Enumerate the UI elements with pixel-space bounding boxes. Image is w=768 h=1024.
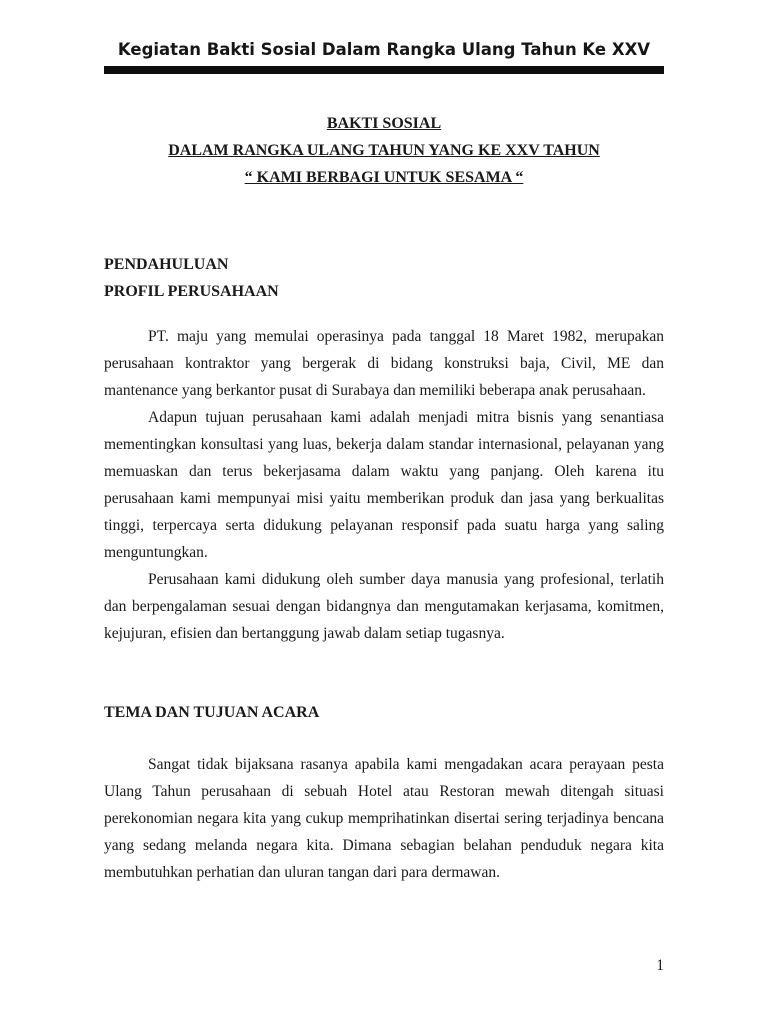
intro-paragraph-2: Adapun tujuan perusahaan kami adalah menjadi mitra bisnis yang senantiasa mementingkan konsultasi yang luas, bekerja dalam standar internasional, pelayanan yang memuaskan dan terus bekerjasama dalam waktu yang panjang. Oleh karena itu perusahaan kami mempunyai misi yaitu memberikan produk dan jasa yang berkualitas tinggi, terpercaya serta didukung pelayanan responsif pada suatu harga yang saling menguntungkan. [104, 409, 664, 561]
header-rule [104, 66, 664, 74]
heading-tema-dan-tujuan-acara: TEMA DAN TUJUAN ACARA [104, 704, 320, 721]
doc-title-line-2: DALAM RANGKA ULANG TAHUN YANG KE XXV TAHUN [168, 142, 600, 159]
tema-paragraph-1: Sangat tidak bijaksana rasanya apabila kami mengadakan acara perayaan pesta Ulang Tahun perusahaan di sebuah Hotel atau Restoran mewah ditengah situasi perekonomian negara kita yang cukup memprihatinkan disertai sering terjadinya bencana yang sedang melanda negara kita. Dimana sebagian belahan penduduk negara kita membutuhkan perhatian dan uluran tangan dari para dermawan. [104, 756, 664, 881]
title-block [104, 110, 664, 191]
heading-pendahuluan: PENDAHULUAN [104, 256, 229, 273]
heading-profil-perusahaan: PROFIL PERUSAHAAN [104, 283, 279, 300]
intro-paragraph-3: Perusahaan kami didukung oleh sumber daya manusia yang profesional, terlatih dan berpengalaman sesuai dengan bidangnya dan mengutamakan kerjasama, komitmen, kejujuran, efisien dan bertanggung jawab dalam setiap tugasnya. [104, 571, 664, 642]
page-number: 1 [656, 957, 664, 974]
doc-title-line-3: “ KAMI BERBAGI UNTUK SESAMA “ [244, 169, 524, 186]
intro-paragraph-1: PT. maju yang memulai operasinya pada tanggal 18 Maret 1982, merupakan perusahaan kontraktor yang bergerak di bidang konstruksi baja, Civil, ME dan mantenance yang berkantor pusat di Surabaya dan memiliki beberapa anak perusahaan. [104, 328, 664, 399]
doc-title-line-1: BAKTI SOSIAL [326, 115, 442, 132]
running-header-title: Kegiatan Bakti Sosial Dalam Rangka Ulang Tahun Ke XXV [117, 40, 651, 59]
document-content [104, 0, 664, 886]
section-intro-headings [104, 251, 664, 305]
